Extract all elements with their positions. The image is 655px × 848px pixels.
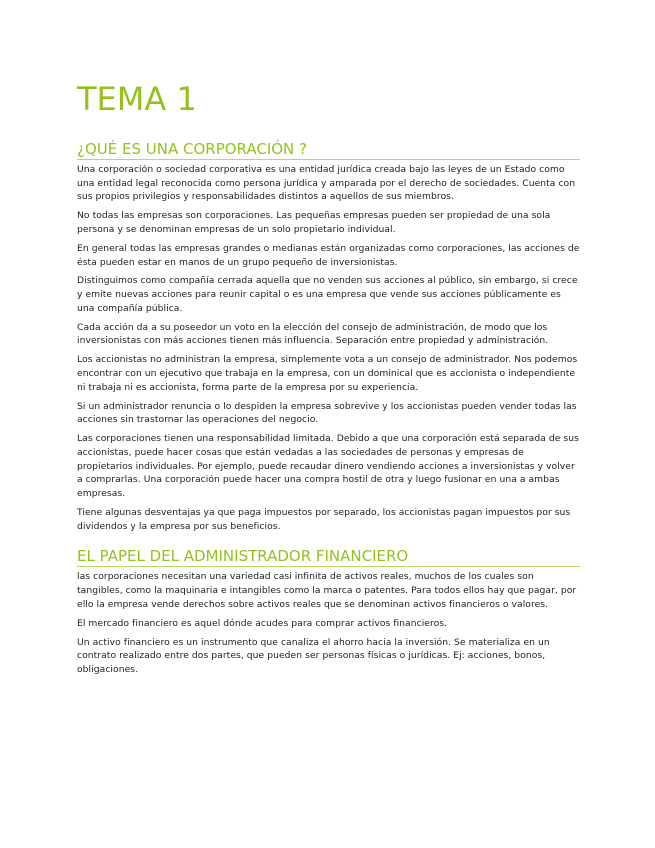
paragraph: Si un administrador renuncia o lo despiden la empresa sobrevive y los accionistas pueden vender todas las acciones sin trastornar las operaciones del negocio. (77, 400, 577, 426)
section-heading-administrador: EL PAPEL DEL ADMINISTRADOR FINANCIERO (77, 546, 580, 567)
section-administrador-financiero (77, 546, 580, 676)
paragraph: El mercado financiero es aquel dónde acudes para comprar activos financieros. (77, 617, 448, 629)
paragraph: las corporaciones necesitan una variedad casi infinita de activos reales, muchos de los cuales son tangibles, como la maquinaria e intangibles como la marca o patentes. Para todos ellos hay que pagar, por ello la empresa vende derechos sobre activos reales que se denominan activos financieros o valores. (77, 571, 577, 610)
paragraph: Una corporación o sociedad corporativa es una entidad jurídica creada bajo las leyes de un Estado como una entidad legal reconocida como persona jurídica y amparada por el derecho de sociedades. Cuenta con sus propios privilegios y responsabilidades distintos a aquellos de sus miembros. (77, 164, 576, 203)
paragraph: Tiene algunas desventajas ya que paga impuestos por separado, los accionistas pagan impuestos por sus dividendos y la empresa por sus beneficios. (77, 506, 571, 532)
page-title: TEMA 1 (77, 80, 197, 118)
paragraph: Un activo financiero es un instrumento que canaliza el ahorro hacia la inversión. Se materializa en un contrato realizado entre dos partes, que pueden ser personas físicas o jurídicas. Ej: acciones, bonos, obligaciones. (77, 636, 550, 675)
paragraph: Las corporaciones tienen una responsabilidad limitada. Debido a que una corporación está separada de sus accionistas, puede hacer cosas que están vedadas a las sociedades de personas y empresas de propietarios individuales. Por ejemplo, puede recaudar dinero vendiendo acciones a inversionistas y volver a comprarlas. Una corporación puede hacer una compra hostil de otra y luego fusionar en una a ambas empresas. (77, 433, 579, 500)
section-heading-corporacion: ¿QUÉ ES UNA CORPORACIÓN ? (77, 139, 580, 160)
paragraph: En general todas las empresas grandes o medianas están organizadas como corporaciones, las acciones de ésta pueden estar en manos de un grupo pequeño de inversionistas. (77, 242, 580, 268)
paragraph: No todas las empresas son corporaciones. Las pequeñas empresas pueden ser propiedad de una sola persona y se denominan empresas de un solo propietario individual. (77, 210, 551, 235)
paragraph: Distinguimos como compañía cerrada aquella que no venden sus acciones al público, sin embargo, si crece y emite nuevas acciones para reunir capital o es una empresa que vende sus acciones públicamente es una compañía pública. (77, 275, 578, 314)
document-page (77, 0, 580, 677)
paragraph: Cada acción da a su poseedor un voto en la elección del consejo de administración, de modo que los inversionistas con más acciones tienen más influencia. Separación entre propiedad y administración. (77, 321, 549, 347)
section-corporacion (77, 139, 580, 533)
paragraph: Los accionistas no administran la empresa, simplemente vota a un consejo de administrador. Nos podemos encontrar con un ejecutivo que trabaja en la empresa, con un dominical que es accionista o independiente ni trabaja ni es accionista, forma parte de la empresa por su experiencia. (77, 354, 578, 393)
